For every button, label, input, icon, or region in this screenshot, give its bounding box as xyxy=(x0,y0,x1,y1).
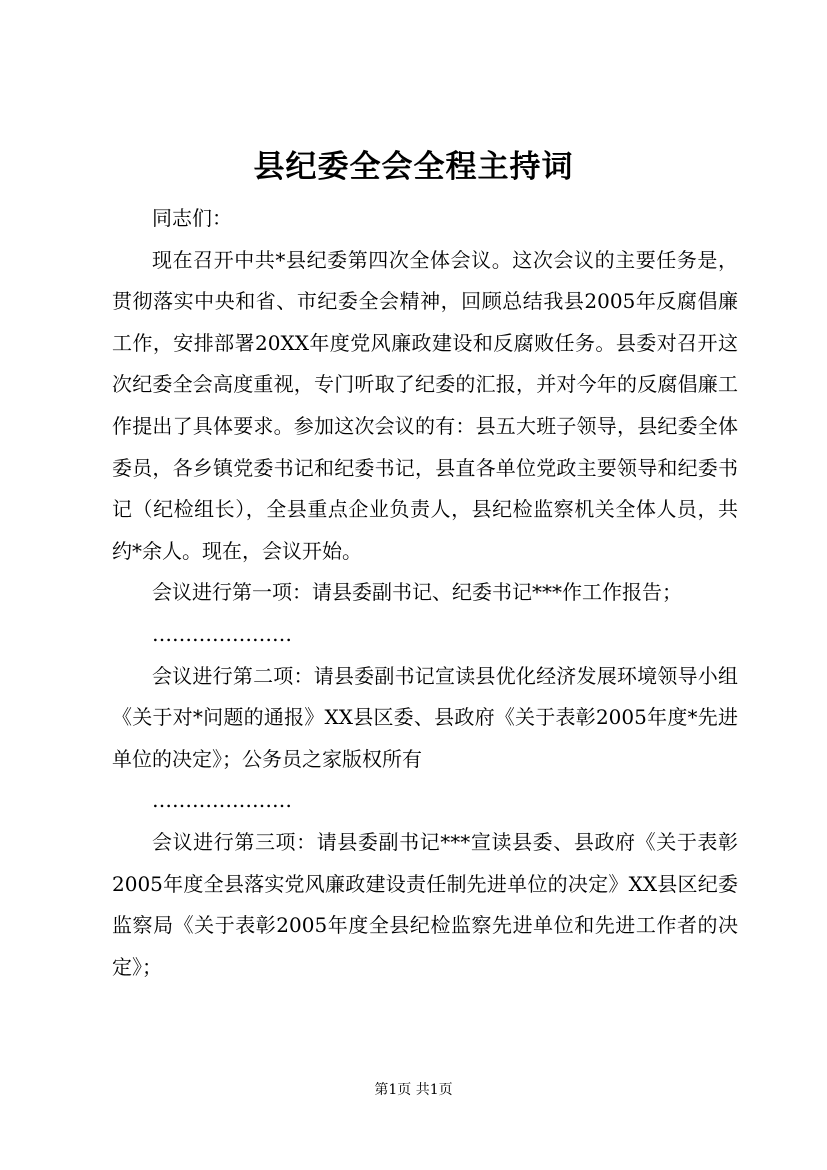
salutation: 同志们： xyxy=(152,206,232,230)
ellipsis-separator: ………………… xyxy=(152,788,292,813)
page-footer: 第1页 共1页 xyxy=(374,1082,453,1098)
paragraph-item-2: 会议进行第二项：请县委副书记宣读县优化经济发展环境领导小组《关于对*问题的通报》XX县区委、县政府《关于表彰2005年度*先进单位的决定》；公务员之家版权所有 xyxy=(112,663,738,771)
paragraph-item-3: 会议进行第三项：请县委副书记***宣读县委、县政府《关于表彰2005年度全县落实党风廉政建设责任制先进单位的决定》XX县区纪委监察局《关于表彰2005年度全县纪检监察先进单位和先进工作者的决定》； xyxy=(112,829,738,979)
paragraph-opening: 现在召开中共*县纪委第四次全体会议。这次会议的主要任务是，贯彻落实中央和省、市纪委全会精神，回顾总结我县2005年反腐倡廉工作，安排部署20XX年度党风廉政建设和反腐败任务。县委对召开这次纪委全会高度重视，专门听取了纪委的汇报，并对今年的反腐倡廉工作提出了具体要求。参加这次会议的有：县五大班子领导，县纪委全体委员，各乡镇党委书记和纪委书记，县直各单位党政主要领导和纪委书记（纪检组长），全县重点企业负责人，县纪检监察机关全体人员，共约*余人。现在，会议开始。 xyxy=(112,247,738,563)
document-body xyxy=(112,198,738,988)
ellipsis-separator: ………………… xyxy=(152,621,292,646)
paragraph-item-1: 会议进行第一项：请县委副书记、纪委书记***作工作报告； xyxy=(152,580,682,605)
page-title: 县纪委全会全程主持词 xyxy=(253,149,574,185)
